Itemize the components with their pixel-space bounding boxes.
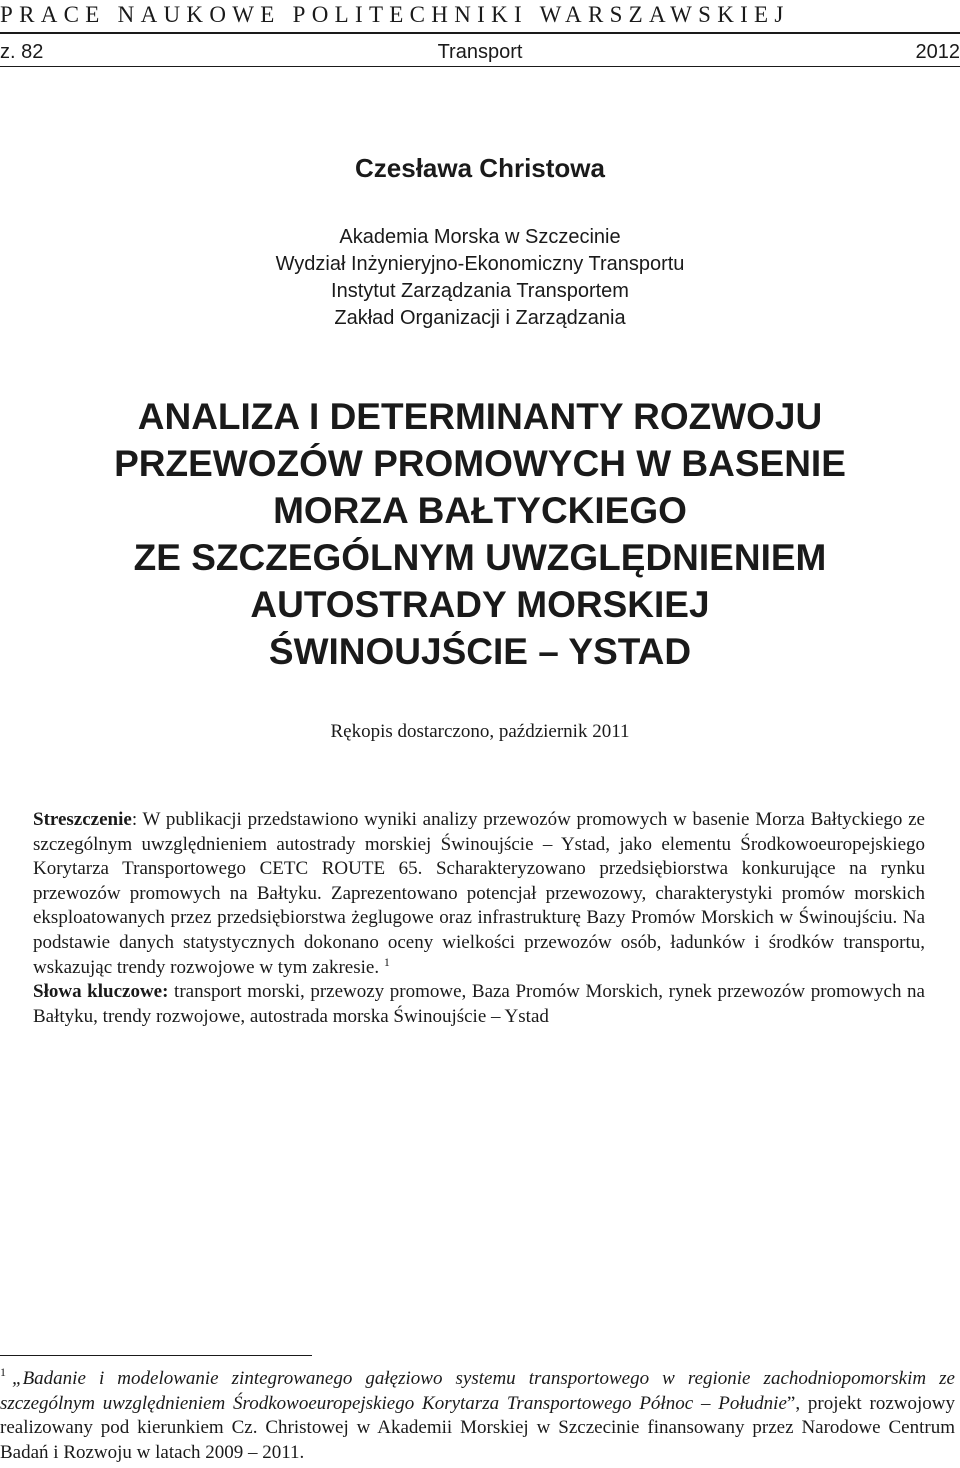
abstract <box>33 808 925 1029</box>
footnote-text: ”, projekt rozwojowy realizowany pod kierunkiem Cz. Christowej w Akademii Morskiej w Szczecinie finansowany przez Narodowe Centrum Badań i Rozwoju w latach 2009 – 2011. <box>0 1392 956 1463</box>
affiliations <box>0 224 960 332</box>
keywords-text: transport morski, przewozy promowe, Baza Promów Morskich, rynek przewozów promowych na Bałtyku, trendy rozwojowe, autostrada morska Świnoujście – Ystad <box>33 981 925 1027</box>
title-line: ZE SZCZEGÓLNYM UWZGLĘDNIENIEM <box>133 537 827 578</box>
issue-number: z. 82 <box>0 41 44 63</box>
title-line: ŚWINOUJŚCIE – YSTAD <box>268 631 692 672</box>
affiliation-line: Zakład Organizacji i Zarządzania <box>334 307 626 329</box>
title-line: MORZA BAŁTYCKIEGO <box>273 490 687 531</box>
abstract-label: Streszczenie <box>33 809 132 830</box>
footnote-italic: „Badanie i modelowanie zintegrowanego gałęziowo systemu transportowego w regionie zachodniopomorskim ze szczególnym uwzględnieniem Środkowoeuropejskiego Korytarza Transportowego Północ – Południe <box>0 1368 955 1414</box>
affiliation-line: Instytut Zarządzania Transportem <box>331 280 629 302</box>
footnote <box>0 1367 955 1465</box>
footnote-rule <box>0 1355 312 1356</box>
abstract-paragraph <box>33 808 925 980</box>
title-line: ANALIZA I DETERMINANTY ROZWOJU <box>137 396 823 437</box>
affiliation-line: Akademia Morska w Szczecinie <box>339 226 621 248</box>
issue-year: 2012 <box>915 41 960 63</box>
keywords-paragraph <box>33 980 925 1029</box>
keywords-label: Słowa kluczowe: <box>33 981 169 1003</box>
title-line: PRZEWOZÓW PROMOWYCH W BASENIE <box>114 443 846 484</box>
paper-title <box>0 393 960 675</box>
abstract-text: : W publikacji przedstawiono wyniki analizy przewozów promowych w basenie Morza Bałtyckiego ze szczególnym uwzględnieniem autostrady morskiej Świnoujście – Ystad, jako elementu Środkowoeuropejskiego Korytarza Transportowego CETC ROUTE 65. Scharakteryzowano przedsiębiorstwa konkurujące na rynku przewozów promowych na Bałtyku. Zaprezentowano potencjał przewozowy, charakterystyki promów morskich eksploatowanych przez przedsiębiorstwa żeglugowe oraz infrastrukturę Bazy Promów Morskich w Świnoujściu. Na podstawie danych statystycznych dokonano oceny wielkości przewozów osób, ładunków i środków transportu, wskazując trendy rozwojowe w tym zakresie. <box>33 809 925 978</box>
title-line: AUTOSTRADY MORSKIEJ <box>250 584 710 625</box>
issue-row <box>0 40 960 64</box>
series-name: Transport <box>437 41 523 63</box>
header-rule-bottom <box>0 66 960 67</box>
affiliation-line: Wydział Inżynieryjno-Ekonomiczny Transportu <box>275 253 685 275</box>
journal-title: PRACE NAUKOWE POLITECHNIKI WARSZAWSKIEJ <box>0 2 790 27</box>
header-rule-top <box>0 32 960 34</box>
footnote-ref: 1 <box>383 954 390 969</box>
author-name: Czesława Christowa <box>355 153 605 183</box>
footnote-mark: 1 <box>0 1365 6 1379</box>
received-date: Rękopis dostarczono, październik 2011 <box>330 721 630 742</box>
